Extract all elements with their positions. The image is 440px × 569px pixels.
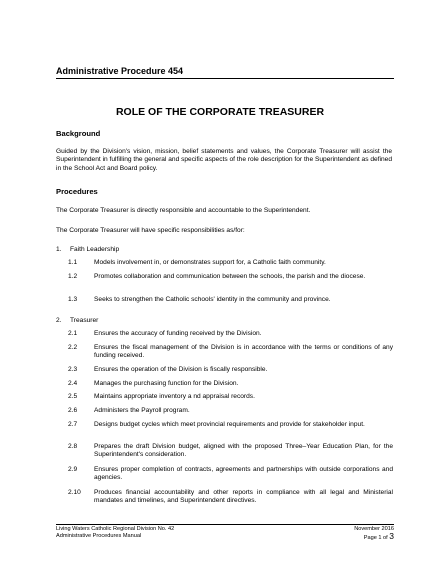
section-number: 1. xyxy=(56,246,62,253)
footer-manual: Administrative Procedures Manual xyxy=(56,533,142,539)
item-number: 2.1 xyxy=(68,330,78,337)
item-number: 2.2 xyxy=(68,344,78,351)
section-treasurer xyxy=(56,317,98,325)
item-number: 2.10 xyxy=(68,489,81,496)
list-item xyxy=(68,366,393,374)
item-number: 2.6 xyxy=(68,407,78,414)
item-text: Ensures the fiscal management of the Division is in accordance with the terms or conditions of any funding received. xyxy=(94,344,393,360)
item-number: 2.3 xyxy=(68,366,78,373)
item-text: Seeks to strengthen the Catholic schools' identity in the community and province. xyxy=(94,296,331,303)
item-number: 1.1 xyxy=(68,259,78,266)
item-text: Prepares the draft Division budget, aligned with the proposed Three–Year Education Plan, for the Superintendent's consideration. xyxy=(94,443,393,459)
section-faith-leadership xyxy=(56,246,119,254)
footer-organization: Living Waters Catholic Regional Division No. 42 xyxy=(56,526,175,532)
list-item xyxy=(68,466,393,483)
list-item xyxy=(68,296,393,304)
section-title: Treasurer xyxy=(70,317,99,324)
item-number: 2.7 xyxy=(68,421,78,428)
item-number: 1.2 xyxy=(68,273,78,280)
footer-page-number xyxy=(364,533,394,542)
item-number: 1.3 xyxy=(68,296,78,303)
item-number: 2.5 xyxy=(68,393,78,400)
procedure-header: Administrative Procedure 454 xyxy=(56,66,394,79)
procedures-para-1: The Corporate Treasurer is directly responsible and accountable to the Superintendent. xyxy=(56,207,311,214)
section-title: Faith Leadership xyxy=(70,246,120,253)
list-item xyxy=(68,407,393,415)
item-text: Ensures the operation of the Division is fiscally responsible. xyxy=(94,366,268,373)
item-number: 2.9 xyxy=(68,466,78,473)
page-footer xyxy=(56,524,394,542)
item-text: Ensures proper completion of contracts, agreements and partnerships with outside corporations and agencies. xyxy=(94,466,393,482)
section-number: 2. xyxy=(56,317,62,324)
item-text: Ensures the accuracy of funding received by the Division. xyxy=(94,330,262,337)
item-text: Promotes collaboration and communication between the schools, the parish and the diocese. xyxy=(94,273,366,280)
document-title: ROLE OF THE CORPORATE TREASURER xyxy=(115,106,325,118)
page-total: 3 xyxy=(389,531,394,541)
item-text: Manages the purchasing function for the Division. xyxy=(94,380,239,387)
list-item xyxy=(68,344,393,361)
item-text: Administers the Payroll program. xyxy=(94,407,190,414)
page-label: Page 1 of xyxy=(363,535,390,541)
item-number: 2.8 xyxy=(68,443,78,450)
list-item xyxy=(68,421,393,429)
procedures-heading: Procedures xyxy=(56,187,98,196)
background-heading: Background xyxy=(56,129,101,138)
item-text: Designs budget cycles which meet provincial requirements and provide for stakeholder input. xyxy=(94,421,365,428)
item-text: Models involvement in, or demonstrates support for, a Catholic faith community. xyxy=(94,259,326,266)
list-item xyxy=(68,273,393,281)
item-text: Maintains appropriate inventory a nd appraisal records. xyxy=(94,393,255,400)
item-text: Produces financial accountability and other reports in compliance with all legal and Ministerial mandates and timelines, and Superintendent directives. xyxy=(94,489,393,505)
footer-date: November 2016 xyxy=(354,526,394,532)
background-text: Guided by the Division's vision, mission, belief statements and values, the Corporate Treasurer will assist the Superintendent in fulfilling the general and specific aspects of the role description for the Superintendent as defined in the School Act and Board policy. xyxy=(56,148,392,172)
list-item xyxy=(68,330,393,338)
list-item xyxy=(68,259,393,267)
list-item xyxy=(68,380,393,388)
list-item xyxy=(68,393,393,401)
list-item xyxy=(68,489,393,506)
list-item xyxy=(68,443,393,460)
procedures-para-2: The Corporate Treasurer will have specific responsibilities as/for: xyxy=(56,227,245,234)
item-number: 2.4 xyxy=(68,380,78,387)
